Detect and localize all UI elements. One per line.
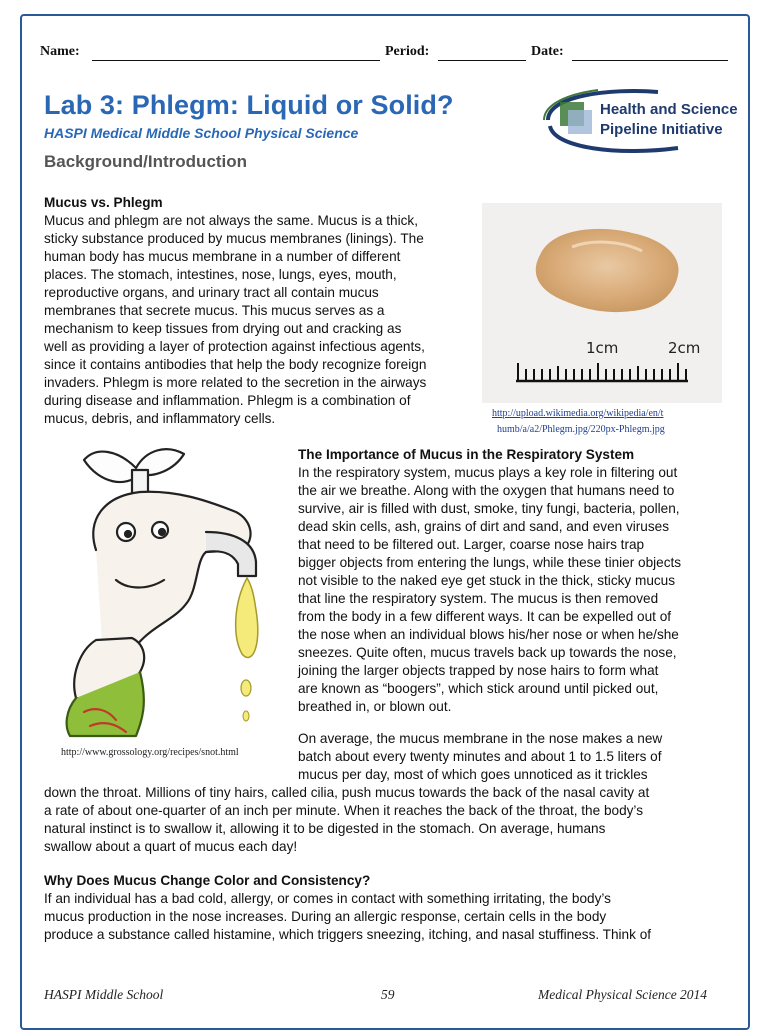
paragraph-line: reproductive organs, and urinary tract all contain mucus xyxy=(44,285,379,300)
paragraph-line: If an individual has a bad cold, allergy, or comes in contact with something irritating, the body’s xyxy=(44,891,611,906)
paragraph-line: joining the larger objects trapped by nose hairs to form what xyxy=(298,663,659,678)
paragraph-line: batch about every twenty minutes and about 1 to 1.5 liters of xyxy=(298,749,662,764)
paragraph-line: produce a substance called histamine, which triggers sneezing, itching, and nasal stuffiness. Think of xyxy=(44,927,652,942)
paragraph-line: mucus production in the nose increases. During an allergic response, certain cells in the body xyxy=(44,909,607,924)
paragraph-line: Mucus and phlegm are not always the same. Mucus is a thick, xyxy=(44,213,419,228)
paragraph-line: survive, air is filled with dust, smoke, tiny fungi, bacteria, pollen, xyxy=(298,501,680,516)
scale-label-2cm: 2cm xyxy=(668,339,701,357)
color-change-heading: Why Does Mucus Change Color and Consistency? xyxy=(44,873,371,888)
faucet-nose-cartoon xyxy=(56,440,272,740)
paragraph-line: are known as “boogers”, which stick around until picked out, xyxy=(298,681,659,696)
logo-line-2: Pipeline Initiative xyxy=(600,121,723,138)
paragraph-line: well as providing a layer of protection against infectious agents, xyxy=(44,339,425,354)
importance-block xyxy=(298,446,681,716)
mucus-vs-phlegm-heading: Mucus vs. Phlegm xyxy=(44,195,163,210)
page-subtitle: HASPI Medical Middle School Physical Science xyxy=(44,125,359,141)
paragraph-line: natural instinct is to swallow it, allowing it to be digested in the stomach. On average, humans xyxy=(44,821,606,836)
paragraph-line: breathed in, or blown out. xyxy=(298,699,452,714)
page-number: 59 xyxy=(381,987,395,1002)
period-label: Period: xyxy=(385,44,430,59)
paragraph-line: down the throat. Millions of tiny hairs, called cilia, push mucus towards the back of the nasal cavity at xyxy=(44,785,650,800)
mucus-vs-phlegm-block xyxy=(44,194,426,428)
paragraph-line: from the body in a few different ways. It can be expelled out of xyxy=(298,609,672,624)
paragraph-line: mucus per day, most of which goes unnoticed as it trickles xyxy=(298,767,648,782)
paragraph-line: mechanism to keep tissues from drying out and cracking as xyxy=(44,321,402,336)
date-label: Date: xyxy=(531,44,564,59)
name-field-line[interactable] xyxy=(92,60,380,61)
period-field-line[interactable] xyxy=(438,60,526,61)
paragraph-line: that line the respiratory system. The mucus is then removed xyxy=(298,591,659,606)
footer-right: Medical Physical Science 2014 xyxy=(538,987,708,1002)
paragraph-line: swallow about a quart of mucus each day! xyxy=(44,839,298,854)
average-block-short xyxy=(298,730,662,784)
logo-line-1: Health and Science xyxy=(600,101,738,118)
paragraph-line: bigger objects from entering the lungs, while these tinier objects xyxy=(298,555,682,570)
paragraph-line: human body has mucus membrane in a number of different xyxy=(44,249,401,264)
paragraph-line: In the respiratory system, mucus plays a key role in filtering out xyxy=(298,465,678,480)
cartoon-image-credit[interactable]: http://www.grossology.org/recipes/snot.html xyxy=(61,747,239,758)
paragraph-line: places. The stomach, intestines, nose, lungs, eyes, mouth, xyxy=(44,267,397,282)
paragraph-line: the nose when an individual blows his/her nose or when he/she xyxy=(298,627,679,642)
section-heading: Background/Introduction xyxy=(44,152,248,171)
paragraph-line: On average, the mucus membrane in the nose makes a new xyxy=(298,731,663,746)
paragraph-line: invaders. Phlegm is more related to the secretion in the airways xyxy=(44,375,427,390)
paragraph-line: sticky substance produced by mucus membranes (linings). The xyxy=(44,231,424,246)
paragraph-line: not visible to the naked eye get stuck in the thick, sticky mucus xyxy=(298,573,676,588)
phlegm-image-credit-line-1[interactable]: http://upload.wikimedia.org/wikipedia/en/t xyxy=(492,408,664,419)
paragraph-line: a rate of about one-quarter of an inch per minute. When it reaches the back of the throat, the body’s xyxy=(44,803,643,818)
paragraph-line: dead skin cells, ash, grains of dirt and sand, and even viruses xyxy=(298,519,670,534)
paragraph-line: the air we breathe. Along with the oxygen that humans need to xyxy=(298,483,675,498)
paragraph-line: that need to be filtered out. Larger, coarse nose hairs trap xyxy=(298,537,645,552)
paragraph-line: during disease and inflammation. Phlegm is a combination of xyxy=(44,393,411,408)
date-field-line[interactable] xyxy=(572,60,728,61)
color-change-block xyxy=(44,872,651,944)
paragraph-line: sneezes. Quite often, mucus travels back up towards the nose, xyxy=(298,645,677,660)
name-label: Name: xyxy=(40,44,80,59)
page-title: Lab 3: Phlegm: Liquid or Solid? xyxy=(44,90,454,120)
haspi-logo xyxy=(538,84,738,156)
paragraph-line: mucus, debris, and inflammatory cells. xyxy=(44,411,276,426)
importance-heading: The Importance of Mucus in the Respiratory System xyxy=(298,447,635,462)
scale-label-1cm: 1cm xyxy=(586,339,619,357)
paragraph-line: since it contains antibodies that help the body recognize foreign xyxy=(44,357,427,372)
footer-left: HASPI Middle School xyxy=(44,987,164,1002)
phlegm-photo xyxy=(482,203,722,403)
average-block-full xyxy=(44,784,649,856)
phlegm-image-credit-line-2[interactable]: humb/a/a2/Phlegm.jpg/220px-Phlegm.jpg xyxy=(497,424,665,435)
paragraph-line: membranes that secrete mucus. This mucus serves as a xyxy=(44,303,385,318)
